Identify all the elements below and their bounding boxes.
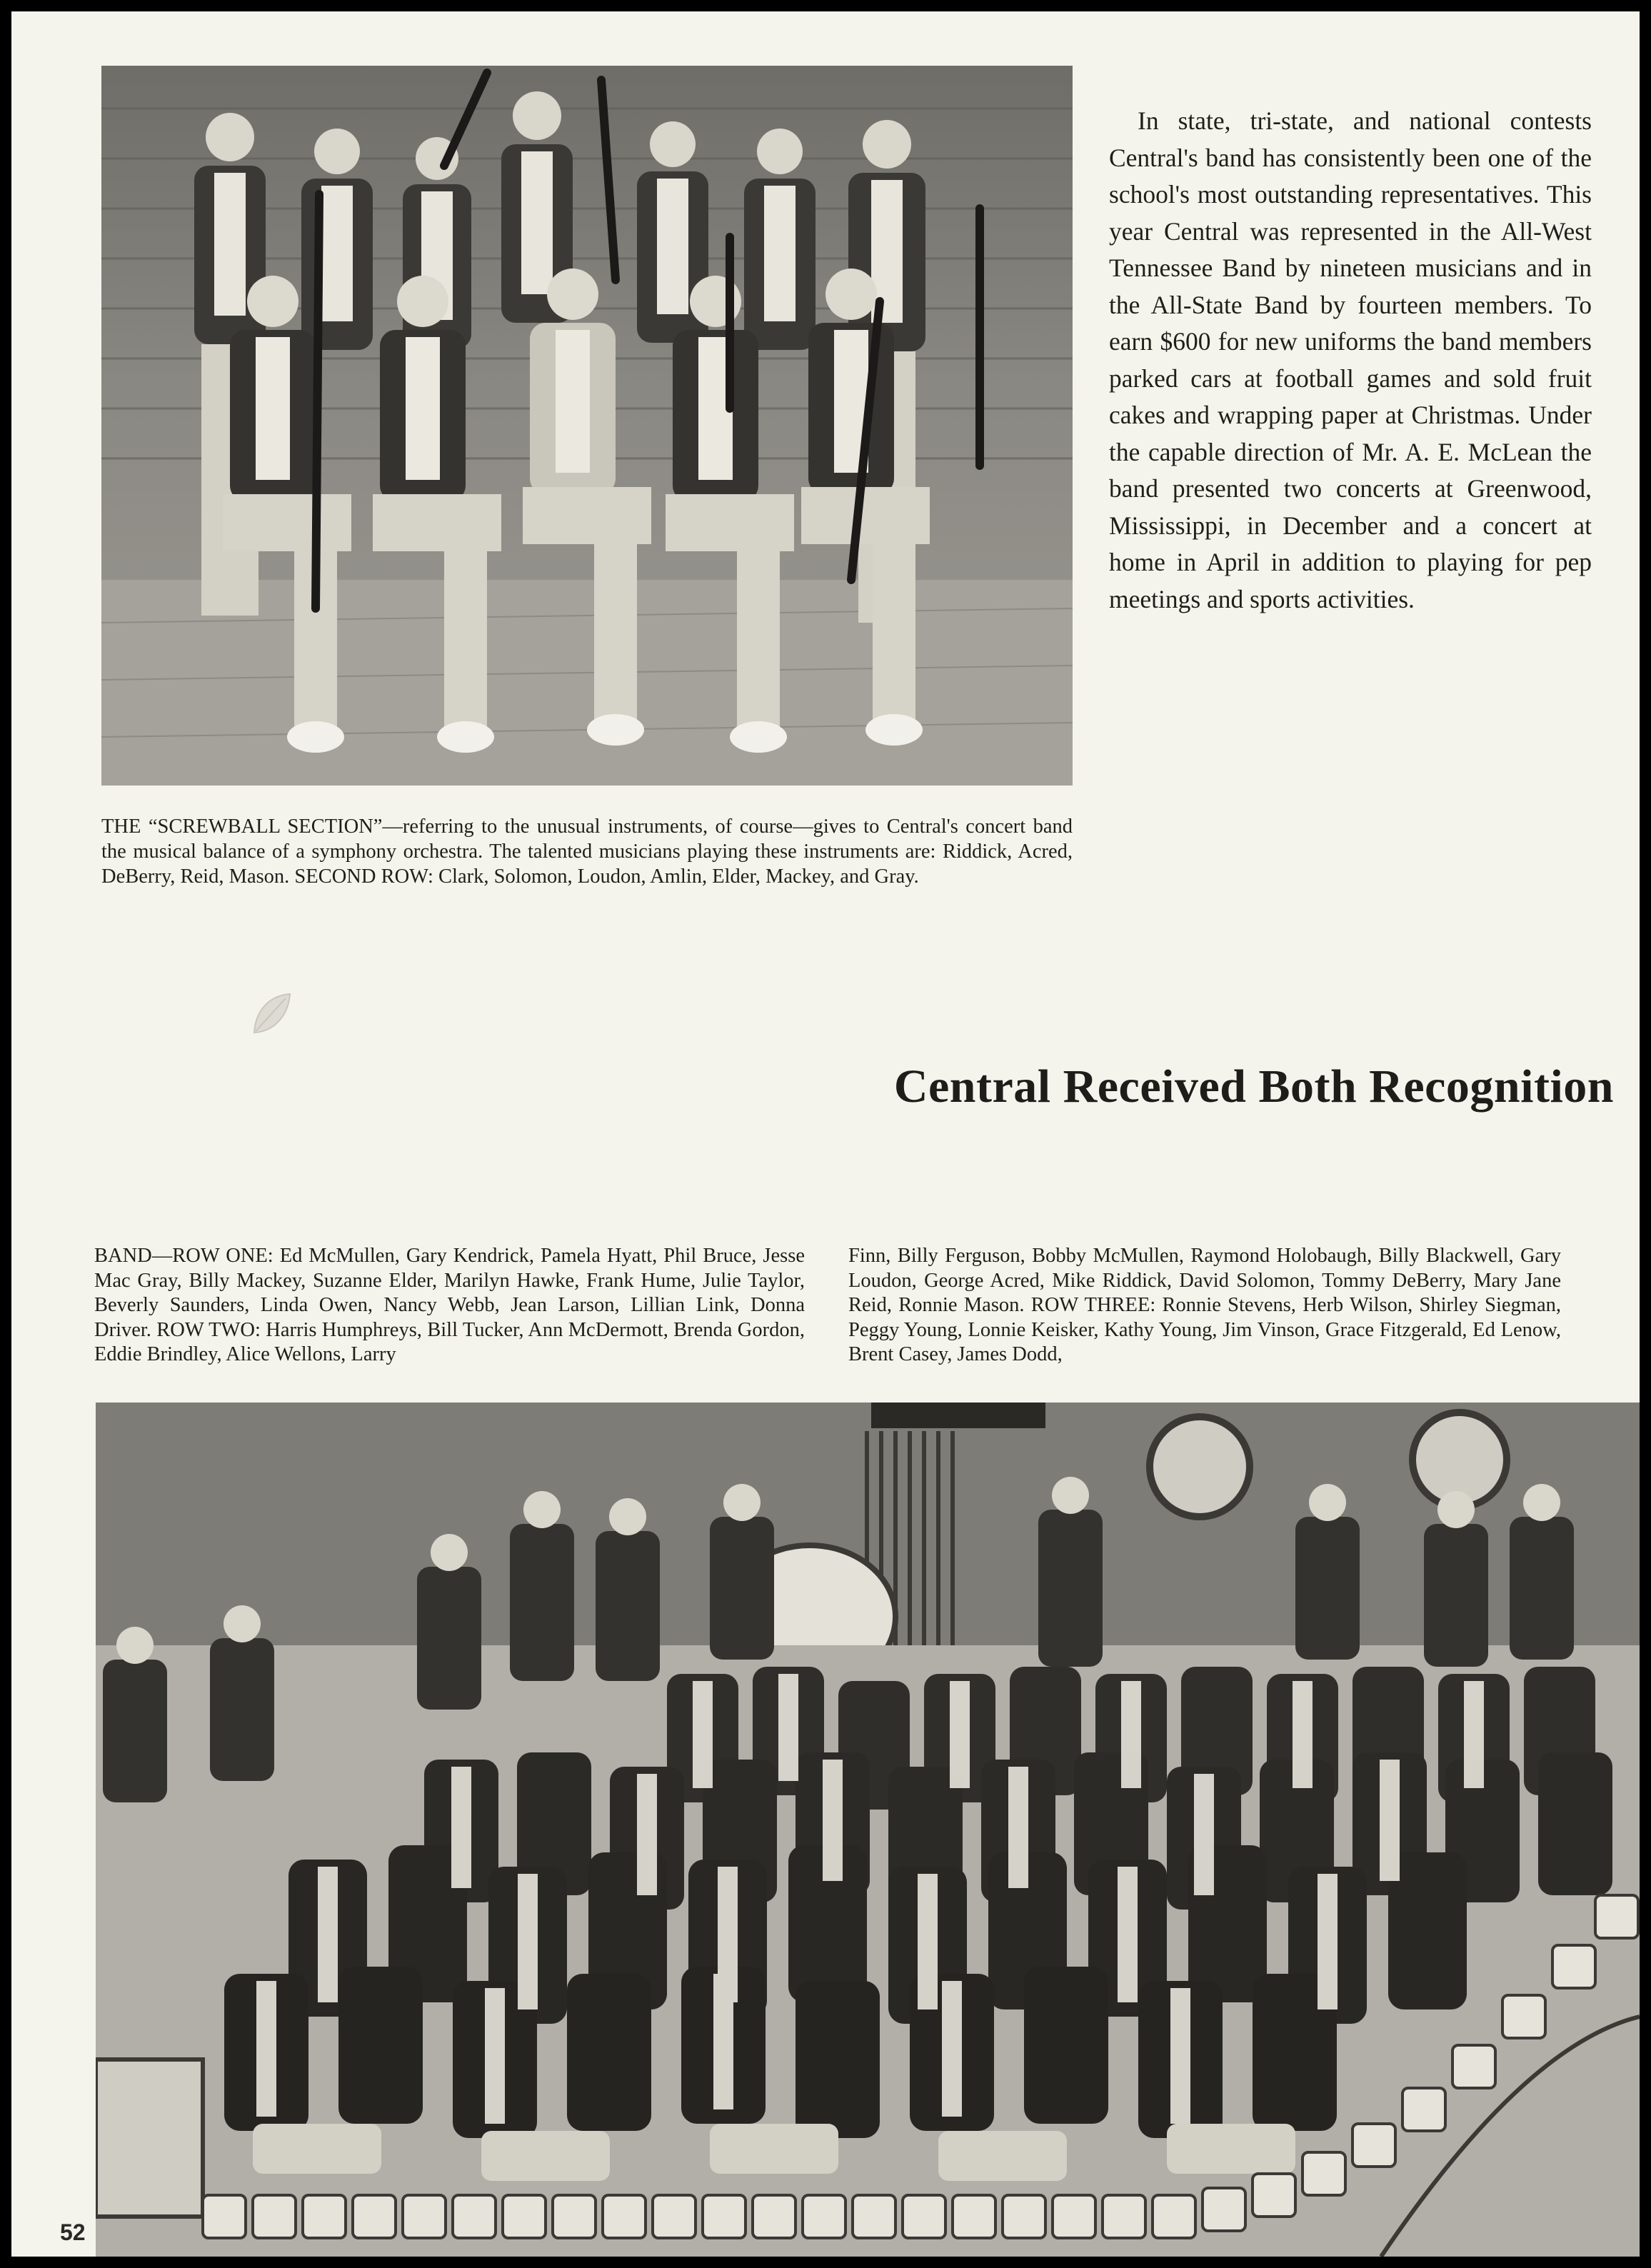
band-roster-right: Finn, Billy Ferguson, Bobby McMullen, Raymond Holobaugh, Billy Blackwell, Gary Loudon, George Acred, Mike Riddick, David Solomon, Tommy DeBerry, Mary Jane Reid, Ronnie Mason. ROW THREE: Ronnie Stevens, Herb Wilson, Shirley Siegman, Peggy Young, Lonnie Keisker, Kathy Young, Jim Vinson, Grace Fitzgerald, Ed Lenow, Brent Casey, James Dodd, [848, 1245, 1561, 1365]
page-number: 52 [60, 2219, 86, 2245]
leaf-watermark-icon [249, 990, 294, 1038]
band-roster-left: BAND—ROW ONE: Ed McMullen, Gary Kendrick, Pamela Hyatt, Phil Bruce, Jesse Mac Gray, Billy Mackey, Suzanne Elder, Marilyn Hawke, Frank Hume, Julie Taylor, Beverly Saunders, Linda Owen, Nancy Webb, Jean Larson, Lillian Link, Donna Driver. ROW TWO: Harris Humphreys, Bill Tucker, Ann McDermott, Brenda Gordon, Eddie Brindley, Alice Wellons, Larry [94, 1245, 805, 1365]
screwball-section-photo-art [101, 66, 1073, 786]
yearbook-page [11, 11, 1640, 2257]
screwball-section-caption: THE “SCREWBALL SECTION”—referring to the unusual instruments, of course—gives to Central's concert band the musical balance of a symphony orchestra. The talented musicians playing these instruments are: Riddick, Acred, DeBerry, Reid, Mason. SECOND ROW: Clark, Solomon, Loudon, Amlin, Elder, Mackey, and Gray. [101, 816, 1073, 888]
full-band-photo [96, 1403, 1640, 2257]
band-description-paragraph: In state, tri-state, and national contests Central's band has consistently been one of the school's most outstanding representatives. This year Central was represented in the All-West Tennessee Band by nineteen musicians and in the All-State Band by fourteen members. To earn $600 for new uniforms the band members parked cars at football games and sold fruit cakes and wrapping paper at Christmas. Under the capable direction of Mr. A. E. McLean the band presented two concerts at Greenwood, Mississippi, in December and a concert at home in April in addition to playing for pep meetings and sports activities. [1109, 106, 1592, 613]
full-band-photo-art [96, 1403, 1640, 2257]
page-headline: Central Received Both Recognition [893, 1060, 1614, 1113]
screwball-section-photo [101, 66, 1073, 786]
